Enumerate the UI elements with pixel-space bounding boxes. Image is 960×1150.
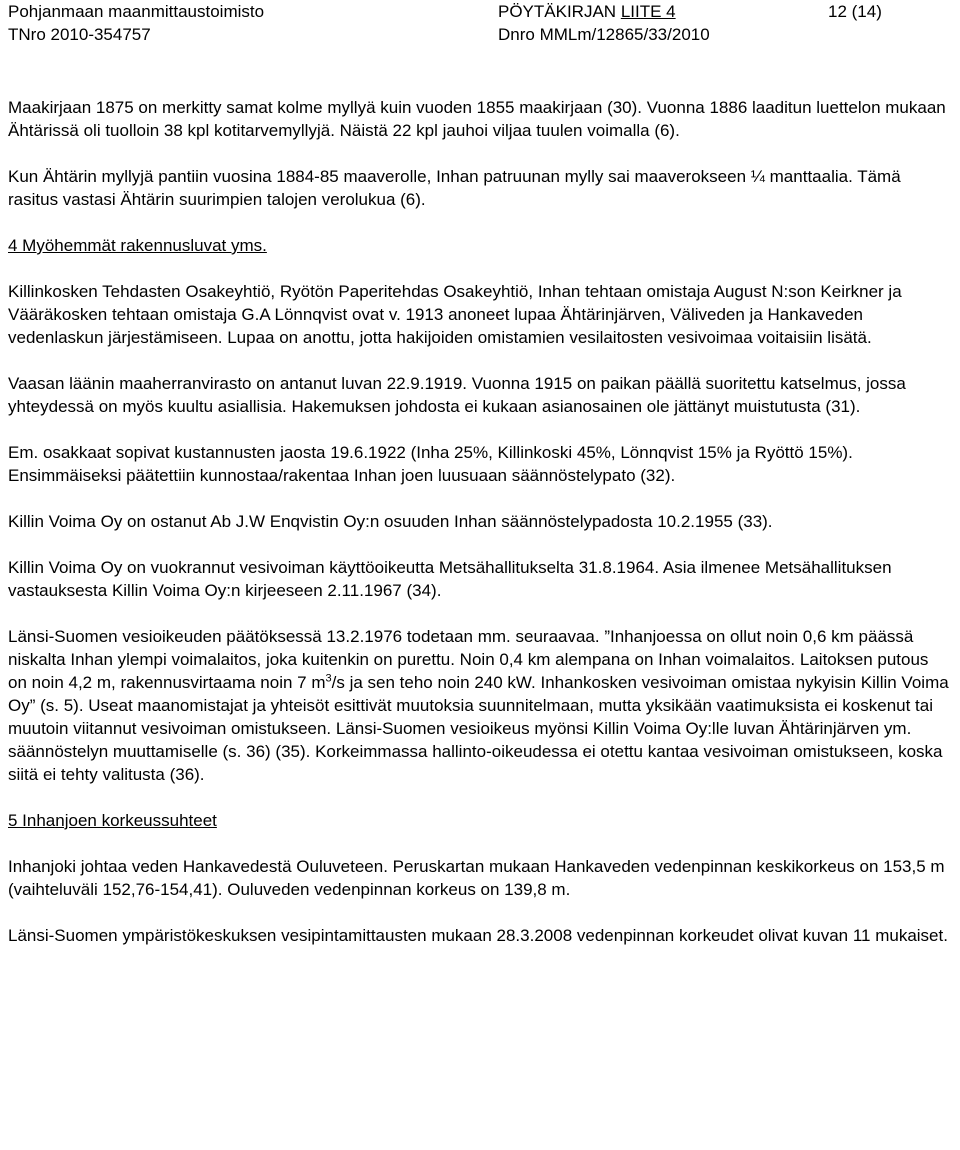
paragraph-8: [8, 625, 952, 786]
paragraph-2: Kun Ähtärin myllyjä pantiin vuosina 1884-85 maaverolle, Inhan patruunan mylly sai maaverokseen ¼ manttaalia. Tämä rasitus vastasi Ähtärin suurimpien talojen verolukua (6).: [8, 167, 901, 209]
paragraph-5: Em. osakkaat sopivat kustannusten jaosta 19.6.1922 (Inha 25%, Killinkoski 45%, Lönnqvist 15% ja Ryöttö 15%). Ensimmäiseksi päätettiin kunnostaa/rakentaa Inhan joen luusuaan säännöstelypato (32).: [8, 443, 853, 485]
paragraph-10: Länsi-Suomen ympäristökeskuksen vesipintamittausten mukaan 28.3.2008 vedenpinnan korkeudet olivat kuvan 11 mukaiset.: [8, 926, 948, 945]
paragraph-9: Inhanjoki johtaa veden Hankavedestä Ouluveteen. Peruskartan mukaan Hankaveden vedenpinnan keskikorkeus on 153,5 m (vaihteluväli 152,76-154,41). Ouluveden vedenpinnan korkeus on 139,8 m.: [8, 857, 945, 899]
paragraph-4: Vaasan läänin maaherranvirasto on antanut luvan 22.9.1919. Vuonna 1915 on paikan päällä suoritettu katselmus, jossa yhteydessä on myös kuultu asiallisia. Hakemuksen johdosta ei kukaan asianosainen ole jättänyt muistutusta (31).: [8, 374, 906, 416]
superscript-3: 3: [325, 672, 332, 685]
doc-type-prefix: PÖYTÄKIRJAN: [498, 2, 621, 21]
section-heading-4: 4 Myöhemmät rakennusluvat yms.: [8, 236, 267, 255]
paragraph-7: Killin Voima Oy on vuokrannut vesivoiman käyttöoikeutta Metsähallitukselta 31.8.1964. Asia ilmenee Metsähallituksen vastauksesta Killin Voima Oy:n kirjeeseen 2.11.1967 (34).: [8, 558, 892, 600]
paragraph-3: Killinkosken Tehdasten Osakeyhtiö, Ryötön Paperitehdas Osakeyhtiö, Inhan tehtaan omistaja August N:son Keirkner ja Vääräkosken tehtaan omistaja G.A Lönnqvist ovat v. 1913 anoneet lupaa Ähtärinjärven, Väliveden ja Hankaveden vedenlaskun järjestämiseen. Lupaa on anottu, jotta hakijoiden omistamien vesilaitosten vesivoimaa voitaisiin lisätä.: [8, 282, 902, 347]
page-number: 12 (14): [828, 2, 882, 21]
dnro: Dnro MMLm/12865/33/2010: [498, 25, 710, 44]
paragraph-8-part-a: Länsi-Suomen vesioikeuden päätöksessä 13.2.1976 todetaan mm. seuraavaa. ”Inhanjoessa on ollut noin 0,6 km päässä niskalta Inhan ylempi voimalaitos, joka kuitenkin on purettu. Noin 0,4 km alempana on Inhan voimalaitos. Laitoksen putous on noin 4,2 m, rakennusvirtaama noin 7 m: [8, 627, 929, 692]
section-heading-5: 5 Inhanjoen korkeussuhteet: [8, 811, 217, 830]
paragraph-1: Maakirjaan 1875 on merkitty samat kolme myllyä kuin vuoden 1855 maakirjaan (30). Vuonna 1886 laaditun luettelon mukaan Ähtärissä oli tuolloin 38 kpl kotitarvemyllyjä. Näistä 22 kpl jauhoi viljaa tuulen voimalla (6).: [8, 98, 946, 140]
doc-type: [498, 2, 676, 22]
org-name: Pohjanmaan maanmittaustoimisto: [8, 2, 265, 21]
paragraph-8-part-b: /s ja sen teho noin 240 kW. Inhankosken vesivoiman omistaa nykyisin Killin Voima Oy” (s. 5). Useat maanomistajat ja yhteisöt esittivät muutoksia suunnitelmaan, mutta yksikään vaatimuksista ei koskenut tai muutoin viitannut vesivoiman omistukseen. Länsi-Suomen vesioikeus myönsi Killin Voima Oy:lle luvan Ähtärinjärven ym. säännöstelyn muuttamiselle (s. 36) (35). Korkeimmassa hallinto-oikeudessa ei otettu kantaa vesivoiman omistukseen, koska siitä ei tehty valitusta (36).: [8, 673, 949, 784]
paragraph-6: Killin Voima Oy on ostanut Ab J.W Enqvistin Oy:n osuuden Inhan säännöstelypadosta 10.2.1955 (33).: [8, 512, 773, 531]
document-body: [8, 96, 952, 970]
doc-type-link[interactable]: LIITE 4: [620, 2, 676, 21]
tno: TNro 2010-354757: [8, 25, 151, 44]
